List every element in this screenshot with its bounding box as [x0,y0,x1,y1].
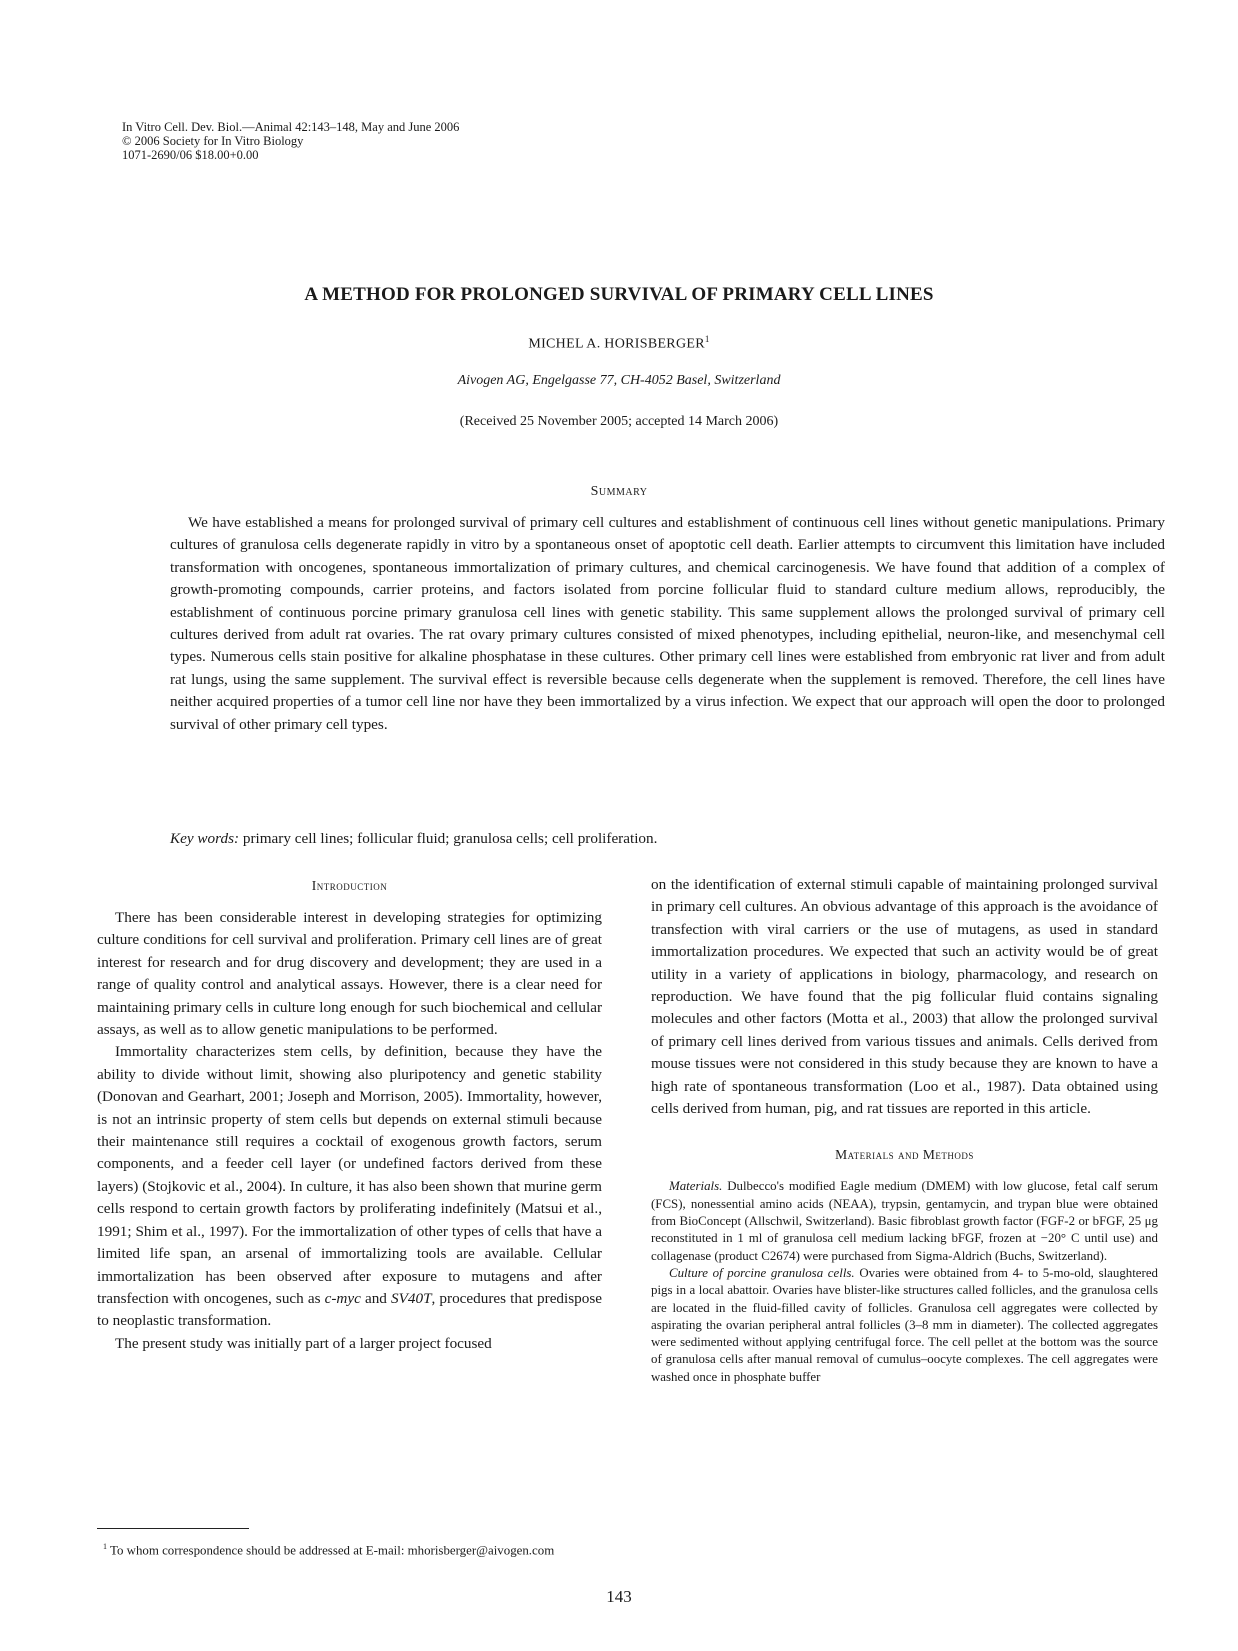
keywords-label: Key words: [170,830,240,847]
intro-paragraph-1: There has been considerable interest in developing strategies for optimizing culture conditions for cell survival and proliferation. Primary cell lines are of great interest for research and for drug discovery and development; they are used in a range of quality control and analytical assays. However, there is a clear need for maintaining primary cells in culture long enough for such biochemical and cellular assays, as well as to allow genetic manipulations to be performed. [97,909,602,1039]
gene-name: c-myc [324,1289,361,1307]
summary-heading: Summary [590,484,648,499]
affiliation: Aivogen AG, Engelgasse 77, CH-4052 Basel, Switzerland [457,373,781,388]
journal-citation [122,120,459,162]
author-line [0,334,1238,353]
footnote [97,1538,602,1559]
keywords [170,828,1165,850]
footnote-text: To whom correspondence should be addressed at E-mail: mhorisberger@aivogen.com [107,1543,555,1558]
culture-label: Culture of porcine granulosa cells. [669,1265,855,1280]
materials-text: Dulbecco's modified Eagle medium (DMEM) with low glucose, fetal calf serum (FCS), nonessential amino acids (NEAA), trypsin, gentamycin, and trypan blue were obtained from BioConcept (Allschwil, Switzerland). Basic fibroblast growth factor (FGF-2 or bFGF, 25 μg reconstituted in 1 ml of granulosa cell medium lacking bFGF, frozen at −20° C until use) and collagenase (product C2674) were purchased from Sigma-Aldrich (Buchs, Switzerland). [651,1179,1158,1263]
author-footnote-mark: 1 [704,334,710,344]
intro-paragraph-2 [97,1041,602,1332]
footnote-divider [97,1528,249,1529]
intro-paragraph-3: The present study was initially part of a larger project focused [115,1334,492,1352]
intro-p2-and: and [360,1289,392,1307]
journal-line: In Vitro Cell. Dev. Biol.—Animal 42:143–148, May and June 2006 [122,120,460,134]
methods-heading: Materials and Methods [835,1147,974,1163]
materials-paragraph [651,1178,1158,1264]
intro-p2-end: , procedures that predispose to neoplastic transformation. [97,1289,602,1330]
culture-text: Ovaries were obtained from 4- to 5-mo-old, slaughtered pigs in a local abattoir. Ovaries have blister-like structures called follicles, and the granulosa cells are located in the fluid-filled cavity of follicles. Granulosa cell aggregates were collected by aspirating the ovarian peripheral antral follicles (3–8 mm in diameter). The collected aggregates were sedimented without applying centrifugal force. The cell pellet at the bottom was the source of granulosa cells after manual removal of cumulus–oocyte complexes. The cell aggregates were washed once in phosphate buffer [651,1265,1158,1384]
copyright-line: © 2006 Society for In Vitro Biology [122,134,304,148]
intro-p2-text: Immortality characterizes stem cells, by definition, because they have the ability to divide without limit, showing also pluripotency and genetic stability (Donovan and Gearhart, 2001; Joseph and Morrison, 2005). Immortality, however, is not an intrinsic property of stem cells but depends on external stimuli because their maintenance still requires a cocktail of exogenous growth factors, serum components, and a feeder cell layer (or undefined factors derived from these layers) (Stojkovic et al., 2004). In culture, it has also been shown that murine germ cells respond to certain growth factors by proliferating indefinitely (Matsui et al., 1991; Shim et al., 1997). For the immortalization of other types of cells that have a limited life span, an arsenal of immortalizing tools are available. Cellular immortalization has been observed after exposure to mutagens and after transfection with oncogenes, such as [97,1043,602,1307]
summary-text: We have established a means for prolonged survival of primary cell cultures and establishment of continuous cell lines without genetic manipulations. Primary cultures of granulosa cells degenerate rapidly in vitro by a spontaneous onset of apoptotic cell death. Earlier attempts to circumvent this limitation have included transformation with oncogenes, spontaneous immortalization of primary cultures, and chemical carcinogenesis. We have found that addition of a complex of growth-promoting compounds, carrier proteins, and factors isolated from porcine follicular fluid to standard culture medium allows, reproducibly, the establishment of continuous porcine primary granulosa cell lines with genetic stability. This same supplement allows the prolonged survival of primary cell cultures derived from adult rat ovaries. The rat ovary primary cultures consisted of mixed phenotypes, including epithelial, neuron-like, and mesenchymal cell types. Numerous cells stain positive for alkaline phosphatase in these cultures. Other primary cell lines were established from embryonic rat liver and from adult rat lungs, using the same supplement. The survival effect is reversible because cells degenerate when the supplement is removed. Therefore, the cell lines have neither acquired properties of a tumor cell line nor have they been immortalized by a virus infection. We expect that our approach will open the door to prolonged survival of other primary cell types. [170,514,1165,733]
introduction-heading: Introduction [311,878,388,893]
left-column [97,878,602,1355]
page-number: 143 [606,1587,632,1606]
materials-label: Materials. [669,1179,723,1194]
article-title: A METHOD FOR PROLONGED SURVIVAL OF PRIMARY CELL LINES [304,284,934,305]
gene-name: SV40T [391,1289,432,1307]
received-dates: (Received 25 November 2005; accepted 14 March 2006) [459,414,779,429]
culture-paragraph [651,1265,1158,1386]
intro-paragraph-3-continued: on the identification of external stimuli capable of maintaining prolonged survival in primary cell cultures. An obvious advantage of this approach is the avoidance of transfection with viral carriers or the use of mutagens, as used in standard immortalization procedures. We expected that such an activity would be of great utility in a variety of applications in biology, pharmacology, and research on reproduction. We have found that the pig follicular fluid contains signaling molecules and other factors (Motta et al., 2003) that allow the prolonged survival of primary cell lines derived from various tissues and animals. Cells derived from mouse tissues were not considered in this study because they are known to have a high rate of spontaneous transformation (Loo et al., 1987). Data obtained using cells derived from human, pig, and rat tissues are reported in this article. [651,876,1158,1118]
issn-line: 1071-2690/06 $18.00+0.00 [122,148,259,162]
author-name: MICHEL A. HORISBERGER [528,336,705,352]
footnote-mark: 1 [103,1542,107,1551]
right-column [651,874,1158,1386]
keywords-list: primary cell lines; follicular fluid; granulosa cells; cell proliferation. [239,830,658,847]
